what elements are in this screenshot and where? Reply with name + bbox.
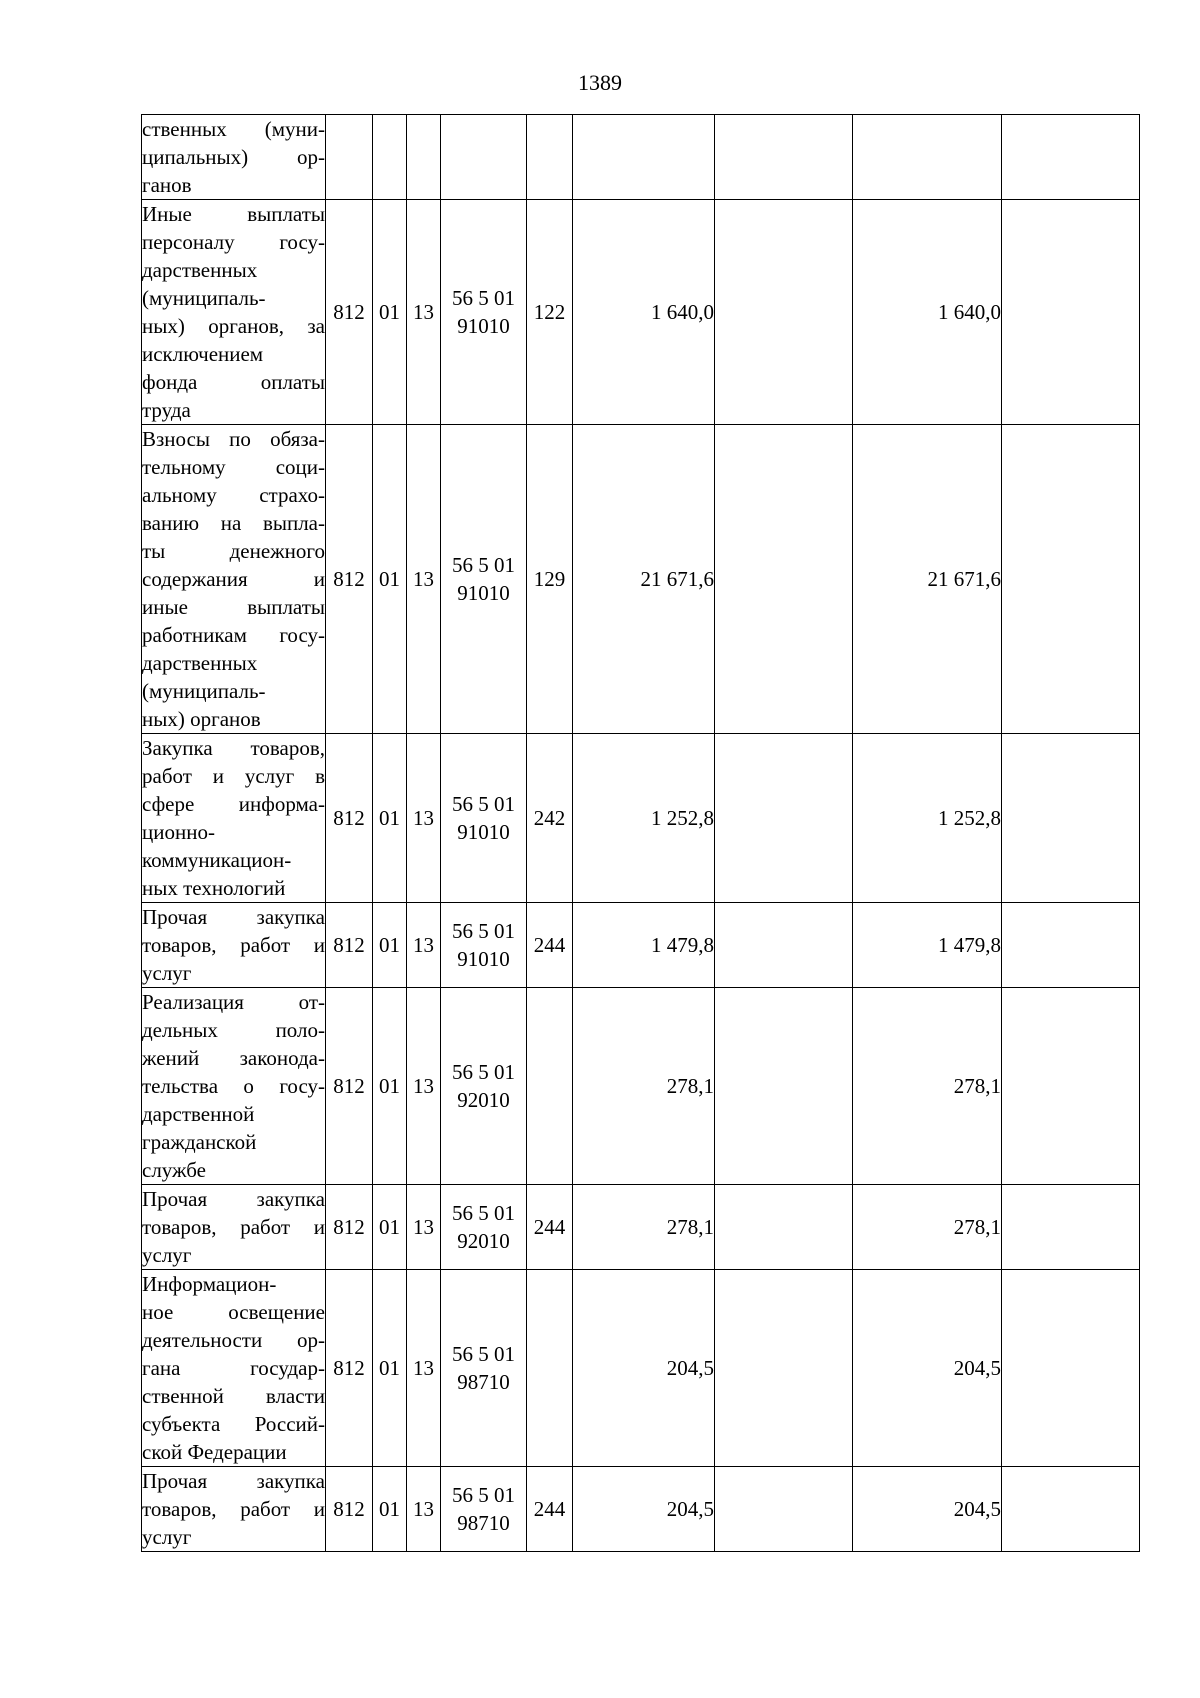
target-article-code-part: 91010	[457, 947, 510, 971]
table-body	[142, 115, 1140, 1552]
row-name-line: работ и услуг в	[142, 764, 325, 788]
row-name-line: работникам госу-	[142, 623, 325, 647]
row-name-line: Прочая закупка	[142, 1469, 325, 1493]
table-row	[142, 734, 1140, 903]
expense-type-code: 129	[527, 425, 573, 734]
amount-column-d	[1002, 1467, 1140, 1552]
target-article-code-part: 91010	[457, 820, 510, 844]
ved-code	[326, 115, 373, 200]
subsection-code: 13	[407, 988, 441, 1185]
row-name-line: дельных поло-	[142, 1018, 325, 1042]
target-article-code	[441, 988, 527, 1185]
expense-type-code	[527, 988, 573, 1185]
amount-column-d	[1002, 200, 1140, 425]
row-name	[142, 1185, 326, 1270]
row-name-line: субъекта Россий-	[142, 1412, 325, 1436]
section-code: 01	[373, 200, 407, 425]
ved-code: 812	[326, 734, 373, 903]
section-code: 01	[373, 903, 407, 988]
amount-column-c: 204,5	[853, 1467, 1002, 1552]
table-row	[142, 903, 1140, 988]
target-article-code-part: 98710	[457, 1370, 510, 1394]
amount-column-d	[1002, 903, 1140, 988]
row-name-line: товаров, работ и	[142, 1215, 325, 1239]
section-code: 01	[373, 425, 407, 734]
row-name-line: ской Федерации	[142, 1440, 287, 1464]
ved-code: 812	[326, 988, 373, 1185]
amount-column-c: 278,1	[853, 1185, 1002, 1270]
amount-column-b	[715, 1467, 853, 1552]
page-number: 1389	[578, 70, 622, 95]
subsection-code: 13	[407, 734, 441, 903]
row-name	[142, 988, 326, 1185]
amount-column-d	[1002, 425, 1140, 734]
section-code	[373, 115, 407, 200]
section-code: 01	[373, 1270, 407, 1467]
table-row	[142, 115, 1140, 200]
amount-column-d	[1002, 988, 1140, 1185]
target-article-code-part: 92010	[457, 1088, 510, 1112]
amount-column-c: 278,1	[853, 988, 1002, 1185]
expense-type-code: 244	[527, 903, 573, 988]
target-article-code-part: 56 5 01	[452, 1060, 515, 1084]
target-article-code-part: 56 5 01	[452, 919, 515, 943]
row-name-line: Прочая закупка	[142, 905, 325, 929]
row-name	[142, 1270, 326, 1467]
row-name	[142, 903, 326, 988]
amount-column-b	[715, 1185, 853, 1270]
amount-column-c: 1 479,8	[853, 903, 1002, 988]
ved-code: 812	[326, 1185, 373, 1270]
target-article-code-part: 56 5 01	[452, 553, 515, 577]
table-row	[142, 1270, 1140, 1467]
row-name-line: (муниципаль-	[142, 286, 266, 310]
amount-column-c	[853, 115, 1002, 200]
target-article-code	[441, 425, 527, 734]
amount-total	[573, 115, 715, 200]
row-name-line: сфере информа-	[142, 792, 325, 816]
row-name-line: ципальных) ор-	[142, 145, 325, 169]
row-name-line: товаров, работ и	[142, 933, 325, 957]
target-article-code	[441, 115, 527, 200]
row-name-line: иные выплаты	[142, 595, 325, 619]
amount-column-b	[715, 903, 853, 988]
section-code: 01	[373, 988, 407, 1185]
expense-type-code: 244	[527, 1467, 573, 1552]
row-name-line: коммуникацион-	[142, 848, 292, 872]
amount-total: 204,5	[573, 1270, 715, 1467]
amount-total: 1 640,0	[573, 200, 715, 425]
row-name	[142, 734, 326, 903]
subsection-code: 13	[407, 425, 441, 734]
table-row	[142, 1467, 1140, 1552]
target-article-code-part: 91010	[457, 581, 510, 605]
expense-type-code	[527, 115, 573, 200]
row-name	[142, 115, 326, 200]
row-name-line: ных) органов	[142, 707, 261, 731]
target-article-code	[441, 1467, 527, 1552]
amount-total: 1 479,8	[573, 903, 715, 988]
subsection-code	[407, 115, 441, 200]
table-row	[142, 200, 1140, 425]
row-name-line: гана государ-	[142, 1356, 325, 1380]
row-name-line: дарственных	[142, 258, 258, 282]
row-name-line: дарственных	[142, 651, 258, 675]
amount-total: 278,1	[573, 988, 715, 1185]
target-article-code	[441, 200, 527, 425]
amount-column-b	[715, 734, 853, 903]
row-name-line: фонда оплаты	[142, 370, 325, 394]
row-name-line: жений законода-	[142, 1046, 325, 1070]
expense-type-code: 122	[527, 200, 573, 425]
target-article-code-part: 56 5 01	[452, 1201, 515, 1225]
amount-total: 278,1	[573, 1185, 715, 1270]
table-row	[142, 988, 1140, 1185]
ved-code: 812	[326, 425, 373, 734]
ved-code: 812	[326, 1467, 373, 1552]
subsection-code: 13	[407, 200, 441, 425]
amount-column-b	[715, 425, 853, 734]
target-article-code	[441, 734, 527, 903]
row-name-line: содержания и	[142, 567, 325, 591]
table-row	[142, 425, 1140, 734]
target-article-code	[441, 903, 527, 988]
amount-column-c: 1 640,0	[853, 200, 1002, 425]
expense-type-code: 244	[527, 1185, 573, 1270]
target-article-code-part: 56 5 01	[452, 1342, 515, 1366]
row-name-line: деятельности ор-	[142, 1328, 325, 1352]
row-name-line: (муниципаль-	[142, 679, 266, 703]
ved-code: 812	[326, 200, 373, 425]
expense-type-code	[527, 1270, 573, 1467]
target-article-code-part: 92010	[457, 1229, 510, 1253]
row-name-line: ванию на выпла-	[142, 511, 325, 535]
amount-column-d	[1002, 1185, 1140, 1270]
row-name-line: Реализация от-	[142, 990, 325, 1014]
row-name-line: ты денежного	[142, 539, 325, 563]
row-name-line: дарственной	[142, 1102, 255, 1126]
row-name-line: ционно-	[142, 820, 215, 844]
subsection-code: 13	[407, 1467, 441, 1552]
amount-column-b	[715, 988, 853, 1185]
row-name-line: услуг	[142, 1525, 192, 1549]
row-name-line: ственной власти	[142, 1384, 325, 1408]
target-article-code-part: 98710	[457, 1511, 510, 1535]
row-name-line: ственных (муни-	[142, 117, 325, 141]
section-code: 01	[373, 734, 407, 903]
amount-column-d	[1002, 734, 1140, 903]
subsection-code: 13	[407, 1270, 441, 1467]
amount-column-d	[1002, 115, 1140, 200]
row-name-line: труда	[142, 398, 191, 422]
amount-column-c: 21 671,6	[853, 425, 1002, 734]
row-name-line: товаров, работ и	[142, 1497, 325, 1521]
row-name	[142, 200, 326, 425]
row-name-line: ных) органов, за	[142, 314, 325, 338]
section-code: 01	[373, 1185, 407, 1270]
row-name	[142, 425, 326, 734]
target-article-code	[441, 1185, 527, 1270]
amount-column-d	[1002, 1270, 1140, 1467]
amount-total: 1 252,8	[573, 734, 715, 903]
row-name-line: службе	[142, 1158, 206, 1182]
target-article-code-part: 56 5 01	[452, 1483, 515, 1507]
row-name-line: тельному соци-	[142, 455, 325, 479]
table-row	[142, 1185, 1140, 1270]
row-name-line: Закупка товаров,	[142, 736, 325, 760]
subsection-code: 13	[407, 1185, 441, 1270]
row-name-line: Информацион-	[142, 1272, 277, 1296]
row-name-line: ганов	[142, 173, 192, 197]
ved-code: 812	[326, 903, 373, 988]
amount-column-b	[715, 115, 853, 200]
amount-column-b	[715, 1270, 853, 1467]
target-article-code-part: 56 5 01	[452, 792, 515, 816]
row-name-line: ных технологий	[142, 876, 286, 900]
row-name-line: альному страхо-	[142, 483, 325, 507]
amount-column-c: 1 252,8	[853, 734, 1002, 903]
row-name	[142, 1467, 326, 1552]
row-name-line: тельства о госу-	[142, 1074, 325, 1098]
amount-total: 21 671,6	[573, 425, 715, 734]
target-article-code-part: 56 5 01	[452, 286, 515, 310]
row-name-line: гражданской	[142, 1130, 257, 1154]
row-name-line: исключением	[142, 342, 264, 366]
expense-type-code: 242	[527, 734, 573, 903]
row-name-line: услуг	[142, 1243, 192, 1267]
row-name-line: ное освещение	[142, 1300, 325, 1324]
amount-column-b	[715, 200, 853, 425]
row-name-line: Прочая закупка	[142, 1187, 325, 1211]
target-article-code-part: 91010	[457, 314, 510, 338]
section-code: 01	[373, 1467, 407, 1552]
amount-column-c: 204,5	[853, 1270, 1002, 1467]
ved-code: 812	[326, 1270, 373, 1467]
row-name-line: персоналу госу-	[142, 230, 325, 254]
row-name-line: услуг	[142, 961, 192, 985]
budget-table	[141, 114, 1140, 1552]
row-name-line: Иные выплаты	[142, 202, 325, 226]
target-article-code	[441, 1270, 527, 1467]
amount-total: 204,5	[573, 1467, 715, 1552]
subsection-code: 13	[407, 903, 441, 988]
row-name-line: Взносы по обяза-	[142, 427, 325, 451]
